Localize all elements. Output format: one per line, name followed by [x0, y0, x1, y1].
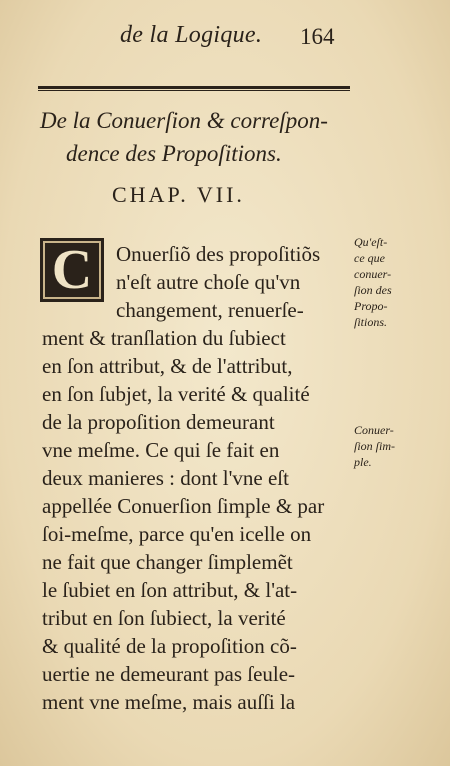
- margin-note-line: ple.: [354, 455, 372, 469]
- margin-note-line: conuer-: [354, 267, 392, 281]
- margin-note-line: ſion des: [354, 283, 392, 297]
- body-line: le ſubiet en ſon attribut, & l'at-: [42, 578, 298, 602]
- body-line: changement, renuerſe-: [116, 298, 304, 322]
- margin-note-line: Qu'eſt-: [354, 235, 388, 249]
- margin-note-line: ſitions.: [354, 315, 388, 329]
- margin-note-line: Propo-: [354, 299, 388, 313]
- running-head: de la Logique.: [120, 22, 263, 48]
- decorated-drop-initial: C: [40, 238, 104, 302]
- page-number: 164: [300, 24, 335, 49]
- body-line: en ſon attribut, & de l'attribut,: [42, 354, 293, 378]
- body-line: ne fait que changer ſimplemẽt: [42, 550, 293, 574]
- body-line: en ſon ſubjet, la verité & qualité: [42, 382, 310, 406]
- body-line: n'eſt autre choſe qu'vn: [116, 270, 301, 294]
- header-rule: [38, 86, 350, 91]
- body-line: deux manieres : dont l'vne eſt: [42, 466, 289, 490]
- body-line: appellée Conuerſion ſimple & par: [42, 494, 325, 518]
- body-line: & qualité de la propoſition cõ-: [42, 634, 297, 658]
- chapter-title-line-2: dence des Propoſitions.: [66, 141, 282, 166]
- body-line: uertie ne demeurant pas ſeule-: [42, 662, 296, 686]
- chapter-number: CHAP. VII.: [112, 182, 245, 207]
- body-line: vne meſme. Ce qui ſe fait en: [42, 438, 280, 462]
- body-line: ſoi-meſme, parce qu'en icelle on: [42, 522, 312, 546]
- body-line: ment vne meſme, mais auſſi la: [42, 690, 296, 714]
- margin-note-simple-conversion: [354, 422, 424, 470]
- body-line: de la propoſition demeurant: [42, 410, 275, 434]
- body-line: Onuerſiõ des propoſitiõs: [116, 242, 321, 266]
- margin-note-line: Conuer-: [354, 423, 394, 437]
- margin-note-conversion-definition: [354, 234, 424, 330]
- chapter-title: [40, 104, 360, 170]
- body-line: ment & tranſlation du ſubiect: [42, 326, 286, 350]
- chapter-title-line-1: De la Conuerſion & correſpon-: [40, 108, 328, 133]
- margin-note-line: ce que: [354, 251, 385, 265]
- margin-note-line: ſion ſim-: [354, 439, 395, 453]
- body-line: tribut en ſon ſubiect, la verité: [42, 606, 286, 630]
